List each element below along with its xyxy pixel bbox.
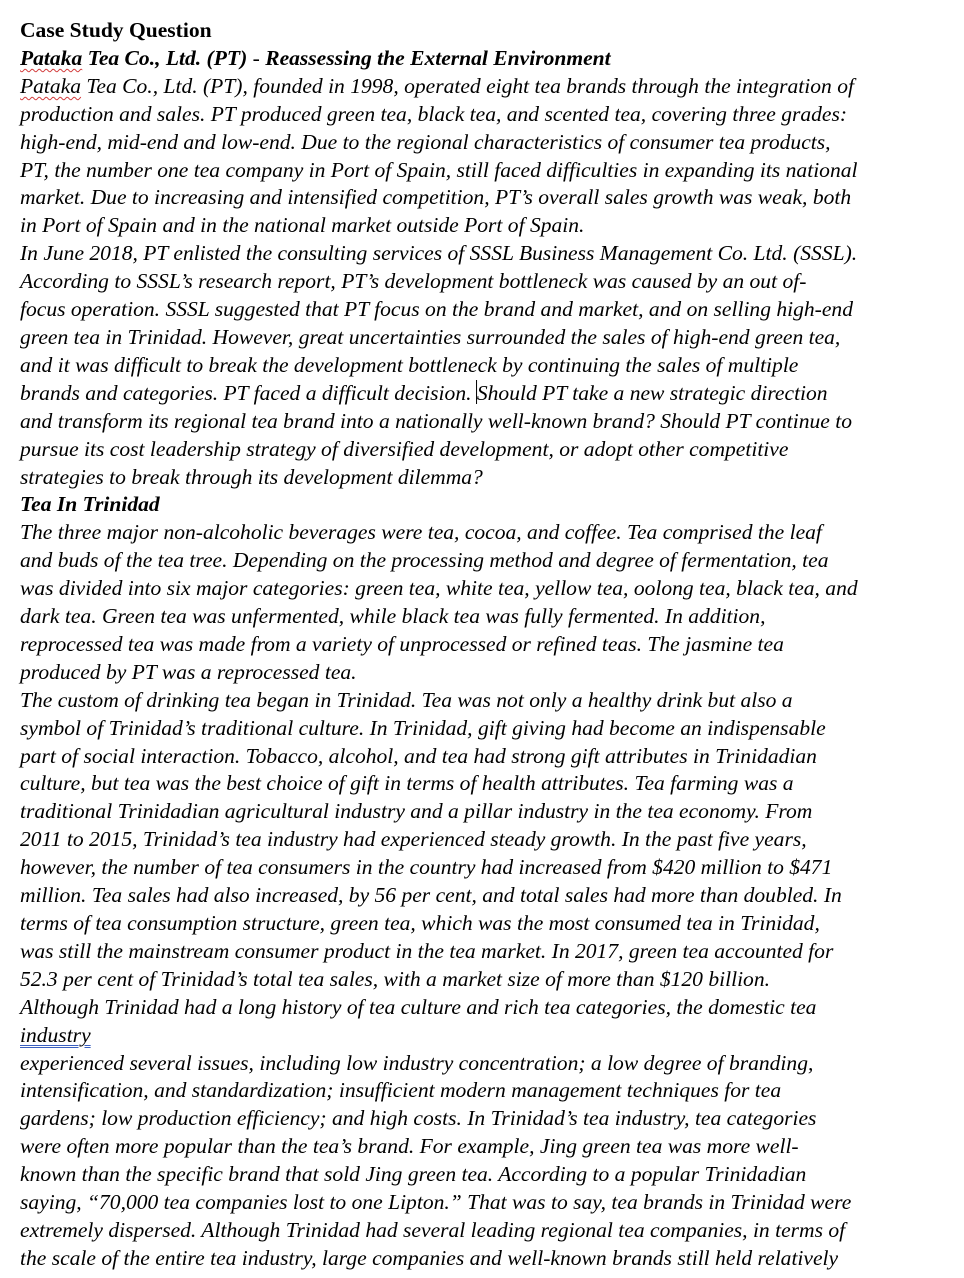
case-title-dash: - xyxy=(247,45,266,70)
paragraph-line: In June 2018, PT enlisted the consulting services of SSSL Business Management Co. Ltd. (SSSL). xyxy=(20,241,858,266)
paragraph-line: and transform its regional tea brand into a nationally well-known brand? Should PT continue to xyxy=(20,408,853,433)
section-heading-tea-in-trinidad: Tea In Trinidad xyxy=(20,492,160,517)
paragraph-line: production and sales. PT produced green tea, black tea, and scented tea, covering three grades: xyxy=(20,101,848,126)
paragraph-line: reprocessed tea was made from a variety of unprocessed or refined teas. The jasmine tea xyxy=(20,631,784,656)
paragraph-line: gardens; low production efficiency; and high costs. In Trinidad’s tea industry, tea categories xyxy=(20,1106,817,1131)
case-title-company: Tea Co., Ltd. (PT) xyxy=(82,45,248,70)
paragraph-line: part of social interaction. Tobacco, alcohol, and tea had strong gift attributes in Trinidadian xyxy=(20,743,817,768)
paragraph-line: was still the mainstream consumer product in the tea market. In 2017, green tea accounted for xyxy=(20,938,834,963)
paragraph-text: Should PT take a new strategic direction xyxy=(476,380,828,405)
paragraph-line: produced by PT was a reprocessed tea. xyxy=(20,659,357,684)
paragraph-line: high-end, mid-end and low-end. Due to the regional characteristics of consumer tea products, xyxy=(20,129,831,154)
paragraph-line: and it was difficult to break the development bottleneck by continuing the sales of multiple xyxy=(20,352,799,377)
paragraph-line: symbol of Trinidad’s traditional culture. In Trinidad, gift giving had become an indispensable xyxy=(20,715,826,740)
paragraph-line: 52.3 per cent of Trinidad’s total tea sales, with a market size of more than $120 billion. xyxy=(20,966,770,991)
paragraph-line: were often more popular than the tea’s brand. For example, Jing green tea was more well- xyxy=(20,1134,799,1159)
paragraph-line: known than the specific brand that sold Jing green tea. According to a popular Trinidadian xyxy=(20,1162,807,1187)
paragraph-line xyxy=(20,1022,958,1050)
spellcheck-word-pataka[interactable]: Pataka xyxy=(20,45,83,70)
paragraph-line: extremely dispersed. Although Trinidad had several leading regional tea companies, in terms of xyxy=(20,1217,846,1242)
paragraph-line xyxy=(20,380,958,408)
paragraph-line xyxy=(20,73,958,101)
case-title xyxy=(20,45,958,73)
paragraph-line: pursue its cost leadership strategy of diversified development, or adopt other competitive xyxy=(20,436,789,461)
paragraph-line: experienced several issues, including low industry concentration; a low degree of branding, xyxy=(20,1050,814,1075)
paragraph-line: the scale of the entire tea industry, large companies and well-known brands still held relatively xyxy=(20,1245,839,1270)
paragraph-line: saying, “70,000 tea companies lost to one Lipton.” That was to say, tea brands in Trinidad were xyxy=(20,1190,852,1215)
paragraph-line: and buds of the tea tree. Depending on the processing method and degree of fermentation, tea xyxy=(20,548,829,573)
paragraph-line: 2011 to 2015, Trinidad’s tea industry had experienced steady growth. In the past five years, xyxy=(20,827,807,852)
paragraph-text: Tea Co., Ltd. (PT), founded in 1998, operated eight tea brands through the integration of xyxy=(81,73,854,98)
paragraph-line: green tea in Trinidad. However, great uncertainties surrounded the sales of high-end green tea, xyxy=(20,324,841,349)
case-title-tail: Reassessing the External Environment xyxy=(265,45,611,70)
paragraph-line: Although Trinidad had a long history of tea culture and rich tea categories, the domestic tea xyxy=(20,994,817,1019)
spellcheck-word-pataka[interactable]: Pataka xyxy=(20,73,82,98)
paragraph-line: in Port of Spain and in the national market outside Port of Spain. xyxy=(20,213,585,238)
document-page xyxy=(20,17,960,1273)
paragraph-line: intensification, and standardization; insufficient modern management techniques for tea xyxy=(20,1078,782,1103)
paragraph-line: The custom of drinking tea began in Trinidad. Tea was not only a healthy drink but also a xyxy=(20,687,793,712)
paragraph-line: was divided into six major categories: green tea, white tea, yellow tea, oolong tea, black tea, and xyxy=(20,576,858,601)
paragraph-line: culture, but tea was the best choice of gift in terms of health attributes. Tea farming was a xyxy=(20,771,794,796)
paragraph-line: terms of tea consumption structure, green tea, which was the most consumed tea in Trinidad, xyxy=(20,911,820,935)
case-study-heading: Case Study Question xyxy=(20,18,212,42)
paragraph-line: strategies to break through its development dilemma? xyxy=(20,464,483,489)
paragraph-line: dark tea. Green tea was unfermented, while black tea was fully fermented. In addition, xyxy=(20,604,766,629)
paragraph-line: PT, the number one tea company in Port of Spain, still faced difficulties in expanding its national xyxy=(20,157,858,182)
paragraph-line: market. Due to increasing and intensified competition, PT’s overall sales growth was weak, both xyxy=(20,185,852,210)
paragraph-line: According to SSSL’s research report, PT’s development bottleneck was caused by an out of- xyxy=(20,269,807,294)
paragraph-line: however, the number of tea consumers in the country had increased from $420 million to $471 xyxy=(20,855,833,880)
paragraph-line: The three major non-alcoholic beverages were tea, cocoa, and coffee. Tea comprised the leaf xyxy=(20,520,822,545)
paragraph-line: million. Tea sales had also increased, by 56 per cent, and total sales had more than doubled. In xyxy=(20,883,842,908)
grammar-flag-industry[interactable]: industry xyxy=(20,1022,91,1047)
paragraph-line: traditional Trinidadian agricultural industry and a pillar industry in the tea economy. From xyxy=(20,799,813,824)
paragraph-line: focus operation. SSSL suggested that PT focus on the brand and market, and on selling high-end xyxy=(20,297,853,322)
paragraph-text: brands and categories. PT faced a difficult decision. xyxy=(20,380,477,405)
